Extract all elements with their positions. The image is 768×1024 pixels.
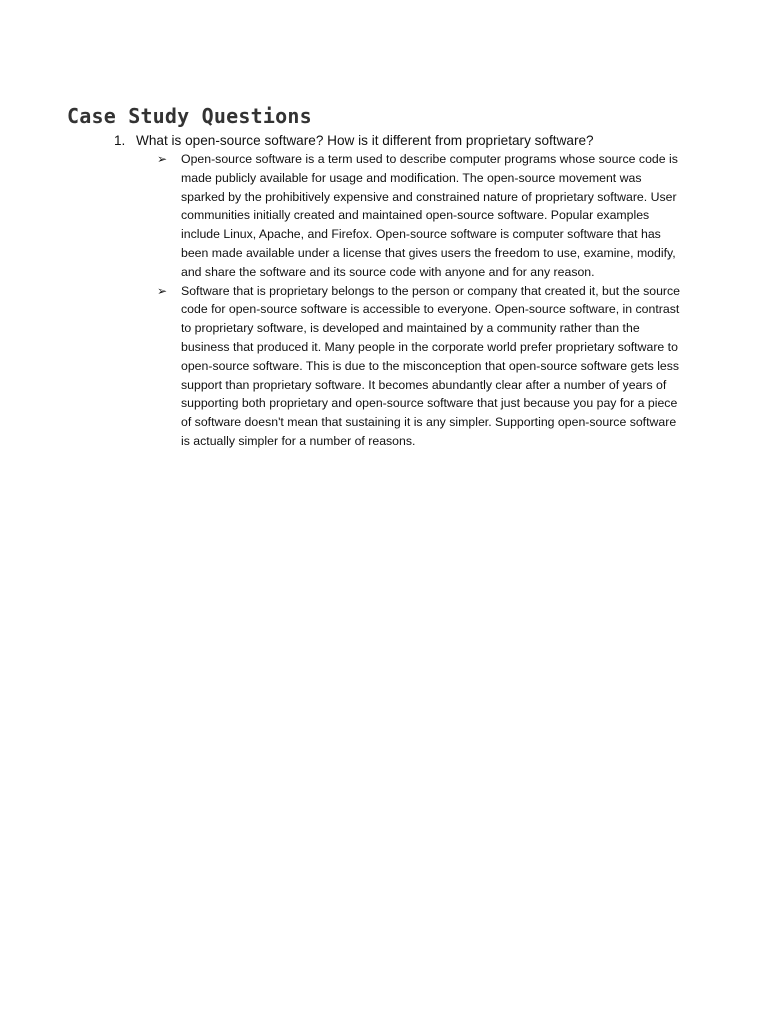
answer-text: Software that is proprietary belongs to the person or company that created it, but the source code for open-source software is accessible to everyone. Open-source software, in contrast to proprietary software, is developed and maintained by a community rather than the business that produced it. Many people in the corporate world prefer proprietary software to open-source software. This is due to the misconception that open-source software gets less support than proprietary software. It becomes abundantly clear after a number of years of supporting both proprietary and open-source software that just because you pay for a piece of software doesn't mean that sustaining it is any simpler. Supporting open-source software is actually simpler for a number of reasons. (181, 283, 680, 448)
list-item (157, 150, 687, 282)
answer-text: Open-source software is a term used to describe computer programs whose source code is made publicly available for usage and modification. The open-source movement was sparked by the prohibitively expensive and constrained nature of proprietary software. User communities initially created and maintained open-source software. Popular examples include Linux, Apache, and Firefox. Open-source software is computer software that has been made available under a license that gives users the freedom to use, examine, modify, and share the software and its source code with anyone and for any reason. (181, 152, 678, 279)
page-title: Case Study Questions (67, 104, 312, 128)
question-item (114, 132, 714, 150)
arrowhead-bullet-icon: ➢ (157, 152, 168, 166)
list-item (157, 282, 687, 451)
question-number: 1. (114, 133, 126, 148)
answer-list (157, 150, 687, 451)
question-text: What is open-source software? How is it different from proprietary software? (136, 133, 594, 148)
arrowhead-bullet-icon: ➢ (157, 283, 168, 298)
